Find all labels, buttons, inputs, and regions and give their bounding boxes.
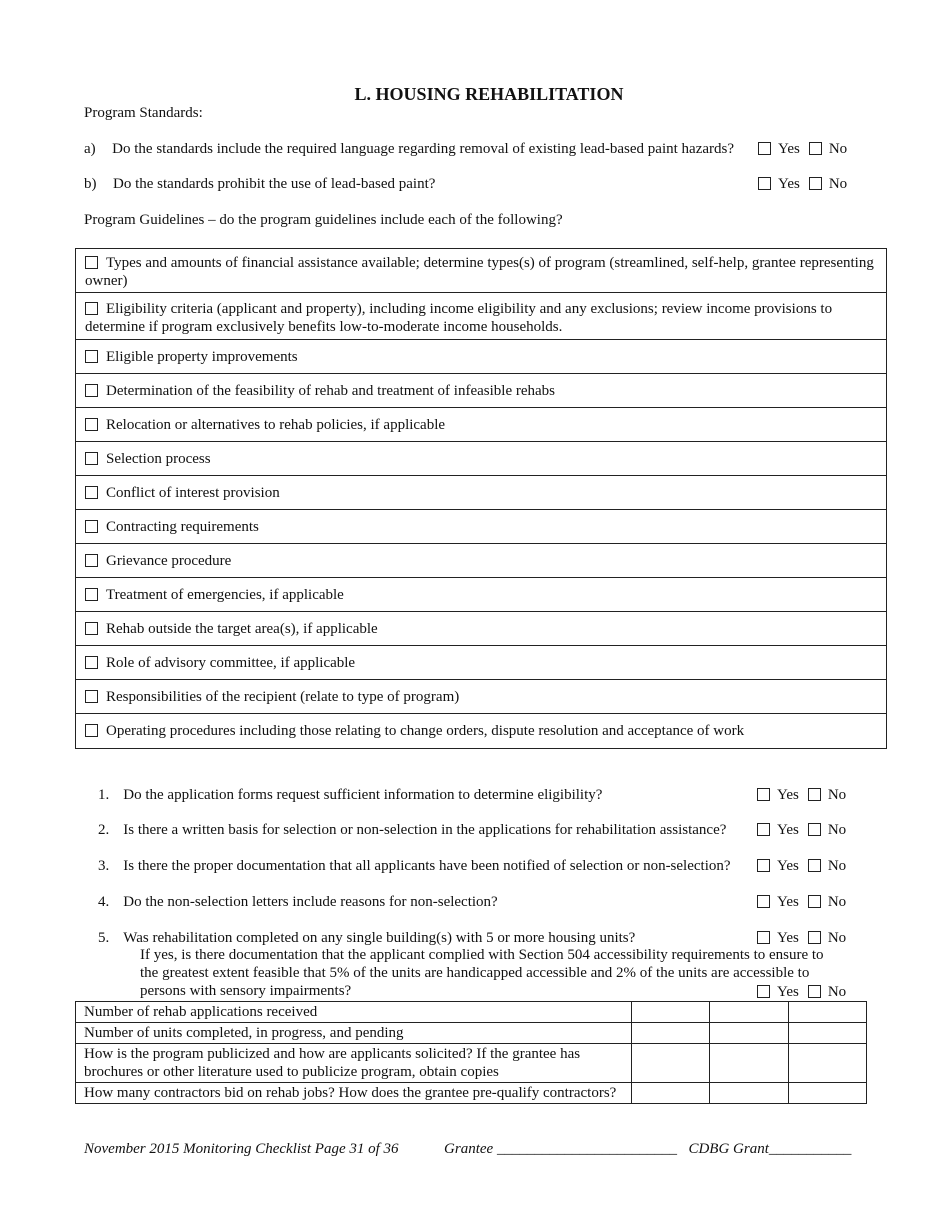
yes-label: Yes	[778, 176, 800, 192]
guideline-item	[76, 340, 886, 374]
no-checkbox[interactable]	[808, 823, 821, 836]
yes-label: Yes	[777, 787, 799, 803]
question-number: 5.	[98, 930, 110, 946]
yes-checkbox[interactable]	[757, 788, 770, 801]
guideline-checkbox[interactable]	[85, 554, 98, 567]
standard-text: Do the standards include the required language regarding removal of existing lead-based paint hazards?	[112, 141, 735, 157]
yes-label: Yes	[777, 984, 799, 1000]
guideline-item	[76, 249, 886, 293]
table-cell-input[interactable]	[788, 1044, 866, 1083]
guideline-text: Determination of the feasibility of rehab and treatment of infeasible rehabs	[106, 383, 555, 399]
no-label: No	[827, 930, 847, 946]
no-label: No	[827, 894, 847, 910]
rehab-stats-table	[75, 1001, 867, 1104]
yes-label: Yes	[777, 822, 799, 838]
guideline-checkbox[interactable]	[85, 486, 98, 499]
question-4-yes-no	[757, 894, 846, 911]
yes-checkbox[interactable]	[757, 985, 770, 998]
no-checkbox[interactable]	[808, 985, 821, 998]
guideline-checkbox[interactable]	[85, 384, 98, 397]
guideline-checkbox[interactable]	[85, 302, 98, 315]
question-5-yes-no	[757, 930, 846, 947]
table-row-label: How many contractors bid on rehab jobs? How does the grantee pre-qualify contractors?	[76, 1083, 632, 1104]
guideline-text: Operating procedures including those relating to change orders, dispute resolution and acceptance of work	[106, 723, 745, 739]
guideline-text: Responsibilities of the recipient (relate to type of program)	[106, 689, 460, 705]
no-label: No	[828, 141, 848, 157]
question-2-yes-no	[757, 822, 846, 839]
table-cell-input[interactable]	[632, 1083, 710, 1104]
question-number: 3.	[98, 858, 110, 874]
table-cell-input[interactable]	[710, 1044, 788, 1083]
no-checkbox[interactable]	[808, 895, 821, 908]
guideline-text: Grievance procedure	[106, 553, 232, 569]
yes-checkbox[interactable]	[758, 142, 771, 155]
guideline-checkbox[interactable]	[85, 656, 98, 669]
standard-a	[84, 141, 734, 158]
table-row	[76, 1044, 867, 1083]
standard-b	[84, 176, 435, 193]
yes-checkbox[interactable]	[757, 823, 770, 836]
table-row	[76, 1083, 867, 1104]
page-footer	[84, 1141, 874, 1158]
guideline-item	[76, 293, 886, 340]
guideline-item	[76, 442, 886, 476]
yes-checkbox[interactable]	[758, 177, 771, 190]
guideline-checkbox[interactable]	[85, 724, 98, 737]
question-5	[98, 930, 635, 947]
no-checkbox[interactable]	[808, 788, 821, 801]
question-text: Was rehabilitation completed on any single building(s) with 5 or more housing units?	[123, 930, 636, 946]
guideline-text: Types and amounts of financial assistance available; determine types(s) of program (streamlined, self-help, grantee representing owner)	[85, 255, 874, 289]
table-cell-input[interactable]	[710, 1083, 788, 1104]
guideline-text: Treatment of emergencies, if applicable	[106, 587, 344, 603]
guideline-text: Role of advisory committee, if applicable	[106, 655, 356, 671]
question-3	[98, 858, 731, 875]
guideline-item	[76, 646, 886, 680]
question-5-followup	[140, 946, 824, 1000]
guideline-item	[76, 578, 886, 612]
no-label: No	[827, 787, 847, 803]
guideline-checkbox[interactable]	[85, 256, 98, 269]
guideline-text: Conflict of interest provision	[106, 485, 280, 501]
table-cell-input[interactable]	[788, 1083, 866, 1104]
table-row	[76, 1023, 867, 1044]
page-title: L. HOUSING REHABILITATION	[354, 84, 624, 104]
no-checkbox[interactable]	[808, 931, 821, 944]
footer-cdbg-grant-field[interactable]: CDBG Grant___________	[688, 1141, 852, 1157]
table-cell-input[interactable]	[788, 1023, 866, 1044]
table-cell-input[interactable]	[710, 1023, 788, 1044]
question-5-followup-yes-no	[757, 984, 846, 1001]
standard-text: Do the standards prohibit the use of lead-based paint?	[113, 176, 436, 192]
table-row-label: How is the program publicized and how are applicants solicited? If the grantee has brochures or other literature used to publicize program, obtain copies	[76, 1044, 632, 1083]
guideline-text: Relocation or alternatives to rehab policies, if applicable	[106, 417, 446, 433]
question-2	[98, 822, 726, 839]
table-row	[76, 1002, 867, 1023]
no-label: No	[827, 984, 847, 1000]
guideline-checkbox[interactable]	[85, 350, 98, 363]
no-checkbox[interactable]	[808, 859, 821, 872]
table-cell-input[interactable]	[632, 1002, 710, 1023]
footer-grantee-field[interactable]: Grantee ________________________	[444, 1141, 677, 1157]
no-checkbox[interactable]	[809, 142, 822, 155]
table-cell-input[interactable]	[788, 1002, 866, 1023]
question-text: Do the non-selection letters include reasons for non-selection?	[123, 894, 498, 910]
guideline-text: Selection process	[106, 451, 211, 467]
standard-letter: a)	[84, 141, 96, 157]
question-number: 4.	[98, 894, 110, 910]
no-label: No	[827, 822, 847, 838]
yes-label: Yes	[777, 894, 799, 910]
no-label: No	[827, 858, 847, 874]
guideline-item	[76, 374, 886, 408]
question-number: 1.	[98, 787, 110, 803]
guideline-item	[76, 680, 886, 714]
followup-line: If yes, is there documentation that the applicant complied with Section 504 accessibility requirements to ensure to	[140, 947, 824, 963]
yes-checkbox[interactable]	[757, 859, 770, 872]
table-row-label: Number of rehab applications received	[76, 1002, 632, 1023]
table-cell-input[interactable]	[710, 1002, 788, 1023]
guidelines-intro: Program Guidelines – do the program guidelines include each of the following?	[84, 212, 563, 228]
guideline-item	[76, 476, 886, 510]
question-3-yes-no	[757, 858, 846, 875]
table-cell-input[interactable]	[632, 1023, 710, 1044]
no-checkbox[interactable]	[809, 177, 822, 190]
question-4	[98, 894, 498, 911]
guideline-checkbox[interactable]	[85, 520, 98, 533]
yes-checkbox[interactable]	[757, 931, 770, 944]
guideline-text: Eligible property improvements	[106, 349, 298, 365]
yes-checkbox[interactable]	[757, 895, 770, 908]
guideline-text: Eligibility criteria (applicant and property), including income eligibility and any exclusions; review income provisions to determine if program exclusively benefits low-to-moderate income households.	[85, 301, 833, 335]
standard-a-yes-no	[758, 141, 847, 158]
guidelines-checklist	[75, 248, 887, 749]
guideline-checkbox[interactable]	[85, 690, 98, 703]
question-text: Is there the proper documentation that all applicants have been notified of selection or non-selection?	[123, 858, 731, 874]
yes-label: Yes	[778, 141, 800, 157]
guideline-item	[76, 612, 886, 646]
yes-label: Yes	[777, 930, 799, 946]
standard-letter: b)	[84, 176, 97, 192]
followup-line: persons with sensory impairments?	[140, 983, 352, 999]
standard-b-yes-no	[758, 176, 847, 193]
guideline-item	[76, 714, 886, 748]
question-1-yes-no	[757, 787, 846, 804]
program-standards-label: Program Standards:	[84, 105, 203, 121]
question-1	[98, 787, 602, 804]
yes-label: Yes	[777, 858, 799, 874]
guideline-text: Rehab outside the target area(s), if applicable	[106, 621, 378, 637]
table-cell-input[interactable]	[632, 1044, 710, 1083]
guideline-item	[76, 544, 886, 578]
footer-page-info: November 2015 Monitoring Checklist Page 31 of 36	[84, 1141, 399, 1157]
no-label: No	[828, 176, 848, 192]
guideline-checkbox[interactable]	[85, 622, 98, 635]
guideline-text: Contracting requirements	[106, 519, 259, 535]
question-text: Is there a written basis for selection or non-selection in the applications for rehabilitation assistance?	[123, 822, 727, 838]
guideline-checkbox[interactable]	[85, 588, 98, 601]
followup-line: the greatest extent feasible that 5% of the units are handicapped accessible and 2% of the units are accessible to	[140, 965, 810, 981]
guideline-item	[76, 510, 886, 544]
guideline-item	[76, 408, 886, 442]
question-number: 2.	[98, 822, 110, 838]
question-text: Do the application forms request sufficient information to determine eligibility?	[123, 787, 603, 803]
guideline-checkbox[interactable]	[85, 452, 98, 465]
guideline-checkbox[interactable]	[85, 418, 98, 431]
table-row-label: Number of units completed, in progress, and pending	[76, 1023, 632, 1044]
